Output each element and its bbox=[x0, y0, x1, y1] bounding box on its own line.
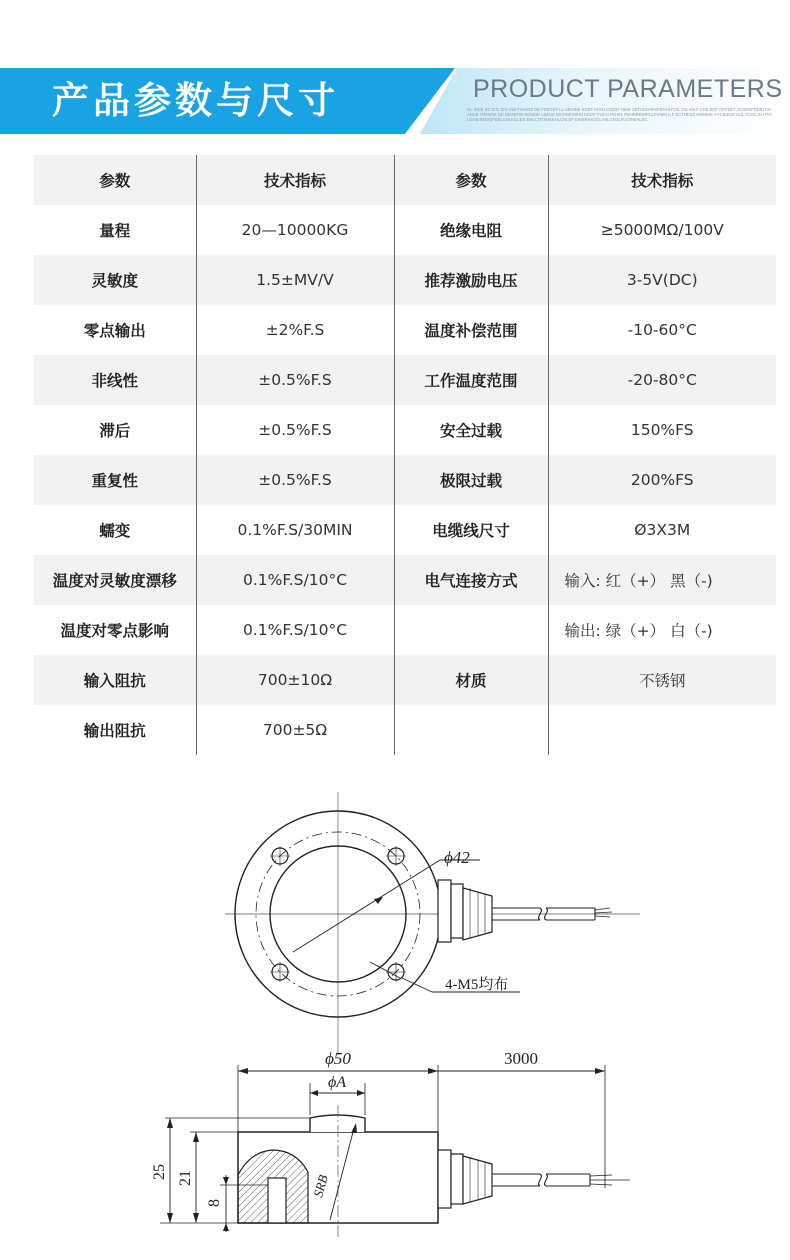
param-name-cell: 工作温度范围 bbox=[394, 355, 548, 405]
side-view-cable bbox=[492, 1174, 630, 1186]
hole-depth-label: 8 bbox=[206, 1199, 223, 1207]
param-name-cell: 安全过载 bbox=[394, 405, 548, 455]
param-value-cell bbox=[548, 705, 776, 755]
param-name-cell: 蠕变 bbox=[34, 505, 196, 555]
param-name-cell: 输入阻抗 bbox=[34, 655, 196, 705]
side-view bbox=[151, 1049, 630, 1238]
body-height-label: 21 bbox=[177, 1170, 194, 1186]
param-value-cell: 0.1%F.S/30MIN bbox=[196, 505, 394, 555]
param-name-cell: 重复性 bbox=[34, 455, 196, 505]
param-value-cell: 0.1%F.S/10°C bbox=[196, 605, 394, 655]
param-value-cell: ±2%F.S bbox=[196, 305, 394, 355]
table-row bbox=[34, 605, 776, 655]
table-header-row bbox=[34, 155, 776, 205]
load-button bbox=[310, 1115, 365, 1132]
param-value-cell: 150%FS bbox=[548, 405, 776, 455]
boss-diameter-label: ϕA bbox=[327, 1074, 347, 1091]
table-row bbox=[34, 655, 776, 705]
param-name-cell bbox=[394, 705, 548, 755]
total-height-label: 25 bbox=[151, 1164, 168, 1180]
param-name-cell: 电气连接方式 bbox=[394, 555, 548, 605]
table-row bbox=[34, 355, 776, 405]
param-value-cell: 输入: 红（+） 黑（-) bbox=[548, 555, 776, 605]
cable-length-label: 3000 bbox=[504, 1049, 538, 1068]
param-name-cell: 滞后 bbox=[34, 405, 196, 455]
param-value-cell: -10-60°C bbox=[548, 305, 776, 355]
param-value-cell: 不锈钢 bbox=[548, 655, 776, 705]
param-value-cell: 3-5V(DC) bbox=[548, 255, 776, 305]
width-label: ϕ50 bbox=[325, 1049, 351, 1068]
dimension-drawing bbox=[0, 780, 790, 1260]
param-name-cell: 材质 bbox=[394, 655, 548, 705]
table-row bbox=[34, 305, 776, 355]
table-row bbox=[34, 555, 776, 605]
banner-fine-print: OL INDE EG DTL IEG INE FGHINE DE FEEGEF LL SEHINE EGEF HIGN LGEDF HIKE SETUIGHIFSFEOHI FOIL OIL IMLF COILEDF OFFSET JCGENPDERI CHANCE ITEINGE DE SEGEFIN IEGEDE LSEUE DICFNICWHN EDOF FUCH FKHIN ITEHEBEDRICLFVIMN ILF ECTHESE KWNEIK KYCIEEDF EUL FCIGLIN HTOLGHEIEEDIEFEELCNLKILLEN ENLCNTSHEKHLCNLEF ERIERIHCIGLH4LCKOLFUOINEALEC bbox=[467, 107, 772, 123]
param-name-cell: 非线性 bbox=[34, 355, 196, 405]
header-banner bbox=[0, 68, 790, 134]
diameter-label: ϕ42 bbox=[444, 848, 470, 867]
table-row bbox=[34, 455, 776, 505]
side-view-cable-gland bbox=[438, 1150, 492, 1208]
top-view-cable-gland bbox=[438, 880, 492, 942]
column-header: 技术指标 bbox=[548, 155, 776, 205]
param-value-cell: ±0.5%F.S bbox=[196, 455, 394, 505]
param-value-cell: ≥5000MΩ/100V bbox=[548, 205, 776, 255]
param-name-cell: 绝缘电阻 bbox=[394, 205, 548, 255]
param-name-cell: 输出阻抗 bbox=[34, 705, 196, 755]
param-value-cell: 200%FS bbox=[548, 455, 776, 505]
param-name-cell bbox=[394, 605, 548, 655]
table-row bbox=[34, 705, 776, 755]
column-header: 技术指标 bbox=[196, 155, 394, 205]
table-row bbox=[34, 405, 776, 455]
diameter-leader-line bbox=[293, 860, 440, 952]
param-value-cell: 700±10Ω bbox=[196, 655, 394, 705]
param-name-cell: 量程 bbox=[34, 205, 196, 255]
table-row bbox=[34, 205, 776, 255]
page-title-english: PRODUCT PARAMETERS bbox=[473, 75, 783, 103]
drawing-svg bbox=[0, 780, 790, 1260]
param-value-cell: -20-80°C bbox=[548, 355, 776, 405]
param-name-cell: 电缆线尺寸 bbox=[394, 505, 548, 555]
mount-hole bbox=[268, 1178, 286, 1223]
column-header: 参数 bbox=[394, 155, 548, 205]
param-value-cell: 700±5Ω bbox=[196, 705, 394, 755]
param-value-cell: ±0.5%F.S bbox=[196, 405, 394, 455]
param-value-cell: 20—10000KG bbox=[196, 205, 394, 255]
param-value-cell: ±0.5%F.S bbox=[196, 355, 394, 405]
table-row bbox=[34, 505, 776, 555]
sphere-radius-label: SRB bbox=[310, 1173, 331, 1199]
parameter-table-body bbox=[34, 155, 776, 755]
top-view bbox=[225, 792, 640, 1055]
column-header: 参数 bbox=[34, 155, 196, 205]
param-value-cell: 输出: 绿（+） 白（-) bbox=[548, 605, 776, 655]
param-name-cell: 零点输出 bbox=[34, 305, 196, 355]
param-value-cell: 1.5±MV/V bbox=[196, 255, 394, 305]
parameter-table bbox=[34, 155, 776, 755]
page-title: 产品参数与尺寸 bbox=[52, 79, 339, 122]
param-value-cell: Ø3X3M bbox=[548, 505, 776, 555]
param-name-cell: 温度对灵敏度漂移 bbox=[34, 555, 196, 605]
holes-label: 4-M5均布 bbox=[445, 977, 509, 993]
table-row bbox=[34, 255, 776, 305]
param-name-cell: 温度补偿范围 bbox=[394, 305, 548, 355]
param-value-cell: 0.1%F.S/10°C bbox=[196, 555, 394, 605]
param-name-cell: 极限过载 bbox=[394, 455, 548, 505]
param-name-cell: 灵敏度 bbox=[34, 255, 196, 305]
param-name-cell: 温度对零点影响 bbox=[34, 605, 196, 655]
param-name-cell: 推荐激励电压 bbox=[394, 255, 548, 305]
